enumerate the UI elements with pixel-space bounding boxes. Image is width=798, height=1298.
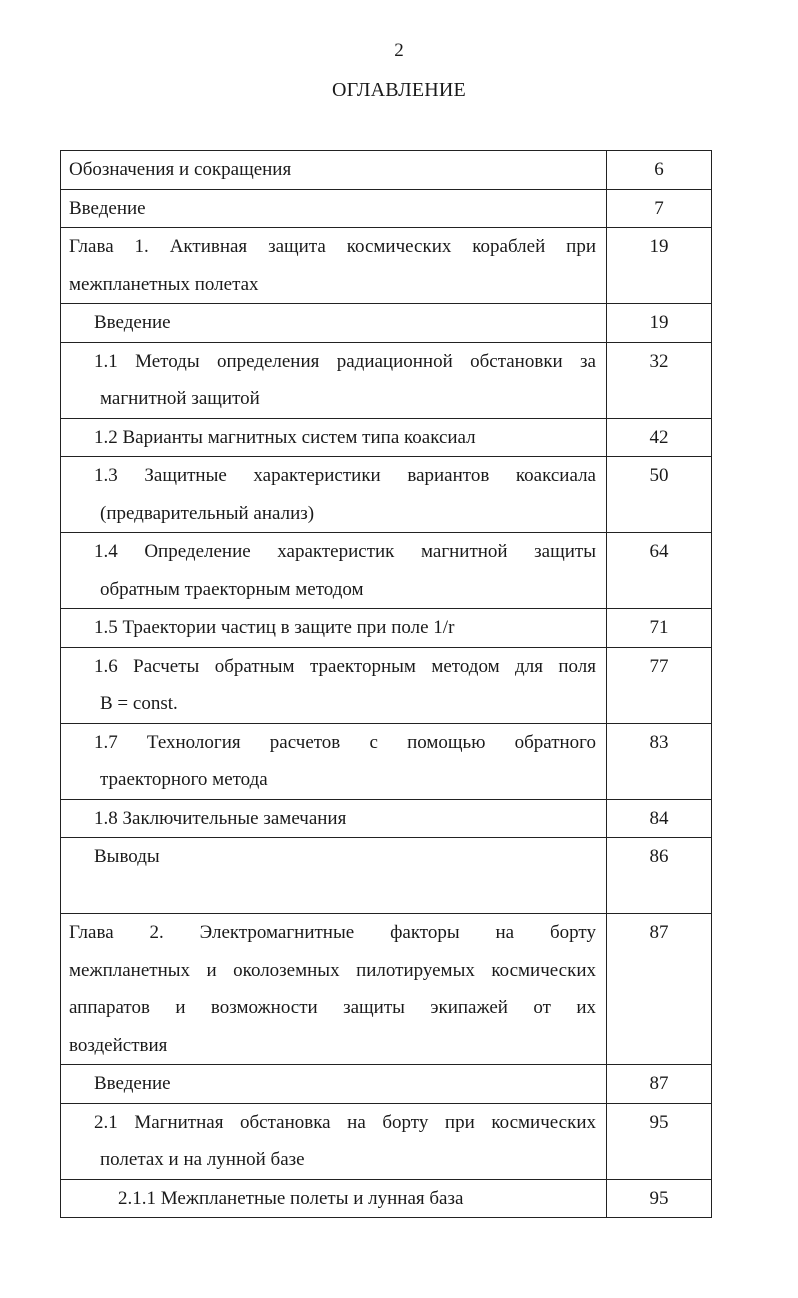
toc-entry-line: аппаратов и возможности защиты экипажей от их	[69, 997, 596, 1018]
toc-entry-line: 1.8 Заключительные замечания	[94, 807, 347, 829]
toc-entry-page: 95	[607, 1179, 712, 1218]
toc-entry-title	[61, 1065, 607, 1104]
toc-entry-line: Глава 1. Активная защита космических кораблей при	[69, 236, 596, 257]
toc-row	[61, 609, 712, 648]
toc-entry-line: Выводы	[94, 846, 160, 867]
toc-entry-title	[61, 723, 607, 799]
toc-entry-title	[61, 342, 607, 418]
toc-entry-title	[61, 647, 607, 723]
toc-row	[61, 1179, 712, 1218]
toc-entry-page: 86	[607, 838, 712, 914]
toc-row	[61, 189, 712, 228]
toc-entry-page: 6	[607, 151, 712, 190]
toc-entry-page: 87	[607, 1065, 712, 1104]
toc-entry-line: 1.2 Варианты магнитных систем типа коаксиал	[94, 426, 476, 448]
toc-entry-page: 71	[607, 609, 712, 648]
toc-row	[61, 647, 712, 723]
toc-row	[61, 1065, 712, 1104]
table-of-contents	[60, 150, 712, 1218]
toc-row	[61, 723, 712, 799]
toc-entry-line: Глава 2. Электромагнитные факторы на борту	[69, 922, 596, 943]
toc-entry-page: 87	[607, 914, 712, 1065]
toc-entry-line: межпланетных полетах	[69, 273, 259, 295]
toc-entry-title	[61, 151, 607, 190]
toc-row	[61, 342, 712, 418]
toc-entry-line: 1.3 Защитные характеристики вариантов коаксиала	[94, 465, 596, 486]
toc-row	[61, 914, 712, 1065]
toc-entry-line: Введение	[94, 1073, 171, 1094]
toc-entry-line: 1.5 Траектории частиц в защите при поле 1/r	[94, 617, 455, 638]
toc-entry-page: 42	[607, 418, 712, 457]
toc-entry-page: 19	[607, 228, 712, 304]
toc-entry-title	[61, 1103, 607, 1179]
toc-entry-line: 2.1.1 Межпланетные полеты и лунная база	[118, 1187, 464, 1209]
toc-row	[61, 228, 712, 304]
toc-entry-line: 2.1 Магнитная обстановка на борту при космических	[94, 1111, 596, 1133]
toc-entry-page: 83	[607, 723, 712, 799]
toc-entry-title	[61, 1179, 607, 1218]
toc-entry-title	[61, 533, 607, 609]
toc-entry-line: полетах и на лунной базе	[100, 1149, 305, 1170]
toc-entry-line: (предварительный анализ)	[100, 502, 315, 524]
toc-entry-page: 77	[607, 647, 712, 723]
toc-entry-line: Введение	[94, 312, 171, 333]
toc-entry-line: 1.4 Определение характеристик магнитной защиты	[94, 541, 596, 562]
toc-row	[61, 457, 712, 533]
toc-entry-line: обратным траекторным методом	[100, 578, 364, 600]
toc-entry-title	[61, 228, 607, 304]
toc-row	[61, 1103, 712, 1179]
toc-row	[61, 304, 712, 343]
toc-entry-title	[61, 304, 607, 343]
toc-entry-title	[61, 457, 607, 533]
toc-entry-line: B = const.	[100, 693, 178, 714]
toc-entry-line: магнитной защитой	[100, 388, 260, 409]
toc-entry-title	[61, 609, 607, 648]
toc-row	[61, 799, 712, 838]
toc-row	[61, 838, 712, 914]
toc-entry-title	[61, 189, 607, 228]
toc-row	[61, 418, 712, 457]
toc-entry-page: 32	[607, 342, 712, 418]
toc-entry-line: 1.6 Расчеты обратным траекторным методом для поля	[94, 655, 596, 677]
toc-entry-line: 1.7 Технология расчетов с помощью обратного	[94, 731, 596, 753]
toc-entry-line: воздействия	[69, 1034, 168, 1056]
toc-entry-title	[61, 838, 607, 914]
toc-entry-title	[61, 799, 607, 838]
toc-row	[61, 533, 712, 609]
toc-entry-line: Введение	[69, 197, 146, 219]
toc-entry-title	[61, 418, 607, 457]
toc-entry-line: межпланетных и околоземных пилотируемых космических	[69, 959, 596, 981]
page-title: ОГЛАВЛЕНИЕ	[332, 79, 466, 101]
toc-body	[61, 151, 712, 1218]
toc-entry-page: 64	[607, 533, 712, 609]
toc-entry-line: траекторного метода	[100, 769, 268, 790]
toc-entry-page: 95	[607, 1103, 712, 1179]
toc-entry-line: Обозначения и сокращения	[69, 159, 292, 180]
toc-entry-page: 50	[607, 457, 712, 533]
page-number: 2	[394, 40, 404, 61]
toc-entry-page: 84	[607, 799, 712, 838]
toc-entry-line: 1.1 Методы определения радиационной обстановки за	[94, 350, 596, 372]
toc-entry-page: 19	[607, 304, 712, 343]
toc-entry-page: 7	[607, 189, 712, 228]
toc-entry-title	[61, 914, 607, 1065]
toc-row	[61, 151, 712, 190]
